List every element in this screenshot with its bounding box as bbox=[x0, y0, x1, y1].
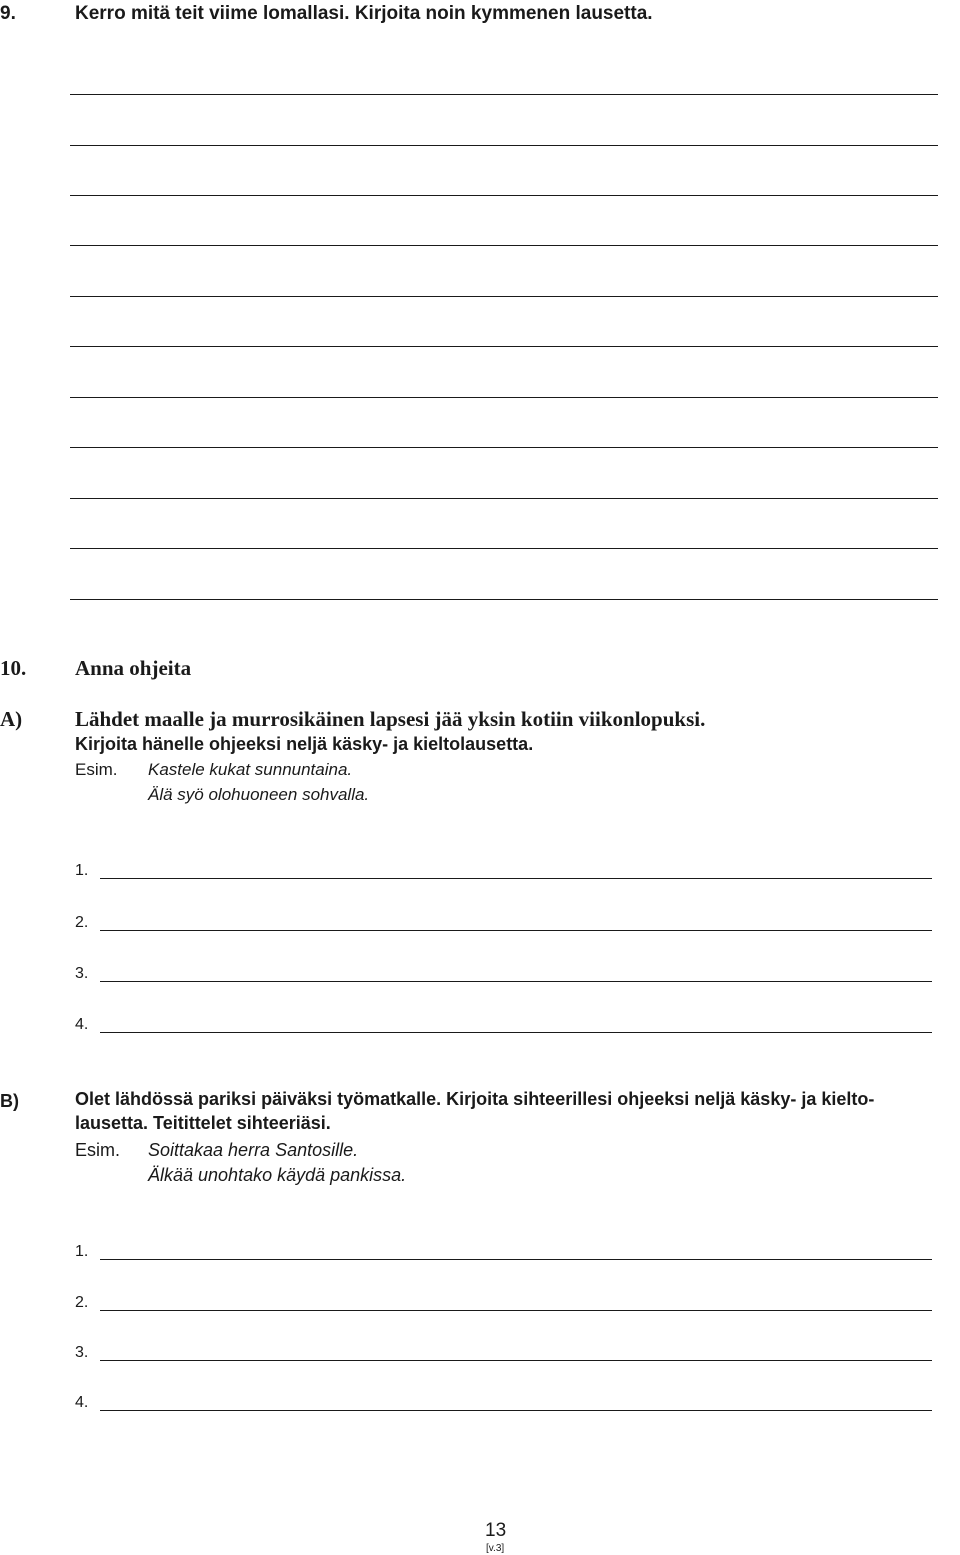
part-a-instruction-1: Lähdet maalle ja murrosikäinen lapsesi jää yksin kotiin viikonlopuksi. bbox=[75, 707, 706, 731]
part-a-answer-number: 3. bbox=[75, 965, 89, 982]
part-b-answer-number: 2. bbox=[75, 1294, 89, 1311]
page-number: 13 bbox=[485, 1520, 507, 1541]
part-a-example-label: Esim. bbox=[75, 760, 118, 779]
part-a-example-2: Älä syö olohuoneen sohvalla. bbox=[148, 785, 370, 804]
part-a-label: A) bbox=[0, 707, 23, 731]
part-b-answer-line-3[interactable] bbox=[100, 1360, 932, 1361]
part-b-instruction-2: lausetta. Teitittelet sihteeriäsi. bbox=[75, 1113, 331, 1133]
answer-line[interactable] bbox=[70, 548, 938, 549]
part-b-example-1: Soittakaa herra Santosille. bbox=[148, 1140, 359, 1160]
part-b-instruction-1: Olet lähdössä pariksi päiväksi työmatkalle. Kirjoita sihteerillesi ohjeeksi neljä käsky- ja kielto- bbox=[75, 1089, 875, 1109]
answer-line[interactable] bbox=[70, 447, 938, 448]
part-a-instruction-2: Kirjoita hänelle ohjeeksi neljä käsky- ja kieltolausetta. bbox=[75, 734, 534, 754]
answer-line[interactable] bbox=[70, 498, 938, 499]
part-a-answer-line-4[interactable] bbox=[100, 1032, 932, 1033]
part-a-answer-line-1[interactable] bbox=[100, 878, 932, 879]
part-a-example-1: Kastele kukat sunnuntaina. bbox=[148, 760, 353, 779]
question-10-title: Anna ohjeita bbox=[75, 656, 192, 680]
part-b-answer-number: 3. bbox=[75, 1344, 89, 1361]
part-a-answer-number: 1. bbox=[75, 862, 89, 879]
answer-line[interactable] bbox=[70, 346, 938, 347]
answer-line[interactable] bbox=[70, 195, 938, 196]
part-b-answer-line-2[interactable] bbox=[100, 1310, 932, 1311]
question-10-number: 10. bbox=[0, 656, 27, 680]
answer-line[interactable] bbox=[70, 245, 938, 246]
answer-line[interactable] bbox=[70, 296, 938, 297]
part-b-answer-number: 4. bbox=[75, 1394, 89, 1411]
question-9-prompt: Kerro mitä teit viime lomallasi. Kirjoita noin kymmenen lausetta. bbox=[75, 3, 653, 24]
answer-line[interactable] bbox=[70, 94, 938, 95]
answer-line[interactable] bbox=[70, 599, 938, 600]
part-b-label: B) bbox=[0, 1091, 19, 1111]
question-9-number: 9. bbox=[0, 3, 16, 24]
answer-line[interactable] bbox=[70, 397, 938, 398]
part-b-example-label: Esim. bbox=[75, 1140, 120, 1160]
part-b-example-2: Älkää unohtako käydä pankissa. bbox=[148, 1165, 407, 1185]
part-a-answer-number: 4. bbox=[75, 1016, 89, 1033]
part-a-answer-number: 2. bbox=[75, 914, 89, 931]
part-a-answer-line-3[interactable] bbox=[100, 981, 932, 982]
version-label: [v.3] bbox=[486, 1543, 505, 1554]
part-b-answer-line-1[interactable] bbox=[100, 1259, 932, 1260]
answer-line[interactable] bbox=[70, 145, 938, 146]
part-b-answer-number: 1. bbox=[75, 1243, 89, 1260]
part-a-answer-line-2[interactable] bbox=[100, 930, 932, 931]
part-b-answer-line-4[interactable] bbox=[100, 1410, 932, 1411]
